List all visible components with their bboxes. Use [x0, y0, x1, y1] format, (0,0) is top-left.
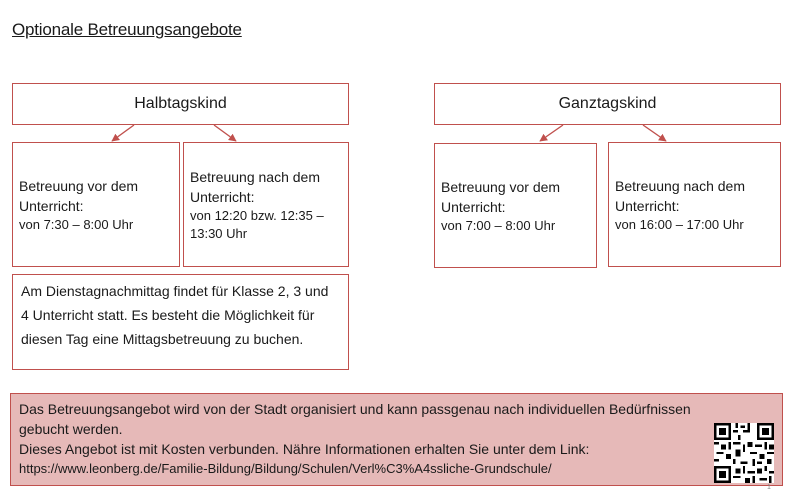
halbtag-header-box	[12, 83, 349, 125]
page-number: 1	[767, 484, 771, 491]
info-link[interactable]: https://www.leonberg.de/Familie-Bildung/Bildung/Schulen/Verl%C3%A4ssliche-Grundschule/	[19, 461, 552, 476]
ganztag-before-box	[434, 143, 597, 268]
arrow-halbtag-before	[112, 125, 134, 141]
halbtag-after-time: von 12:20 bzw. 12:35 – 13:30 Uhr	[190, 207, 324, 241]
info-box	[10, 393, 783, 486]
halbtag-note-text: Am Dienstagnachmittag findet für Klasse 2, 3 und 4 Unterricht statt. Es besteht die Möglichkeit für diesen Tag eine Mittagsbetreuung zu buchen.	[21, 283, 329, 347]
halbtag-after-box	[183, 142, 349, 267]
halbtag-header-label: Halbtagskind	[134, 95, 227, 112]
ganztag-before-time: von 7:00 – 8:00 Uhr	[441, 217, 556, 233]
ganztag-after-box	[608, 142, 781, 267]
qr-code-icon[interactable]	[714, 423, 774, 483]
info-line-2: Dieses Angebot ist mit Kosten verbunden. Nähre Informationen erhalten Sie unter dem Link:	[19, 441, 590, 457]
ganztag-header-box	[434, 83, 781, 125]
ganztag-before-title: Betreuung vor dem Unterricht:	[441, 178, 561, 215]
ganztag-header-label: Ganztagskind	[558, 95, 657, 112]
page-title: Optionale Betreuungsangebote	[12, 20, 242, 39]
halbtag-after-title: Betreuung nach dem Unterricht:	[190, 168, 320, 205]
halbtag-note-box	[12, 274, 349, 370]
halbtag-before-box	[12, 142, 180, 267]
arrow-halbtag-after	[214, 125, 236, 141]
halbtag-before-time: von 7:30 – 8:00 Uhr	[19, 216, 134, 232]
halbtag-before-title: Betreuung vor dem Unterricht:	[19, 177, 139, 214]
info-line-1: Das Betreuungsangebot wird von der Stadt organisiert und kann passgenau nach individuellen Bedürfnissen gebucht werden.	[19, 401, 691, 437]
arrow-ganztag-before	[540, 125, 563, 141]
ganztag-after-time: von 16:00 – 17:00 Uhr	[615, 216, 744, 232]
arrow-ganztag-after	[643, 125, 666, 141]
ganztag-after-title: Betreuung nach dem Unterricht:	[615, 177, 745, 214]
